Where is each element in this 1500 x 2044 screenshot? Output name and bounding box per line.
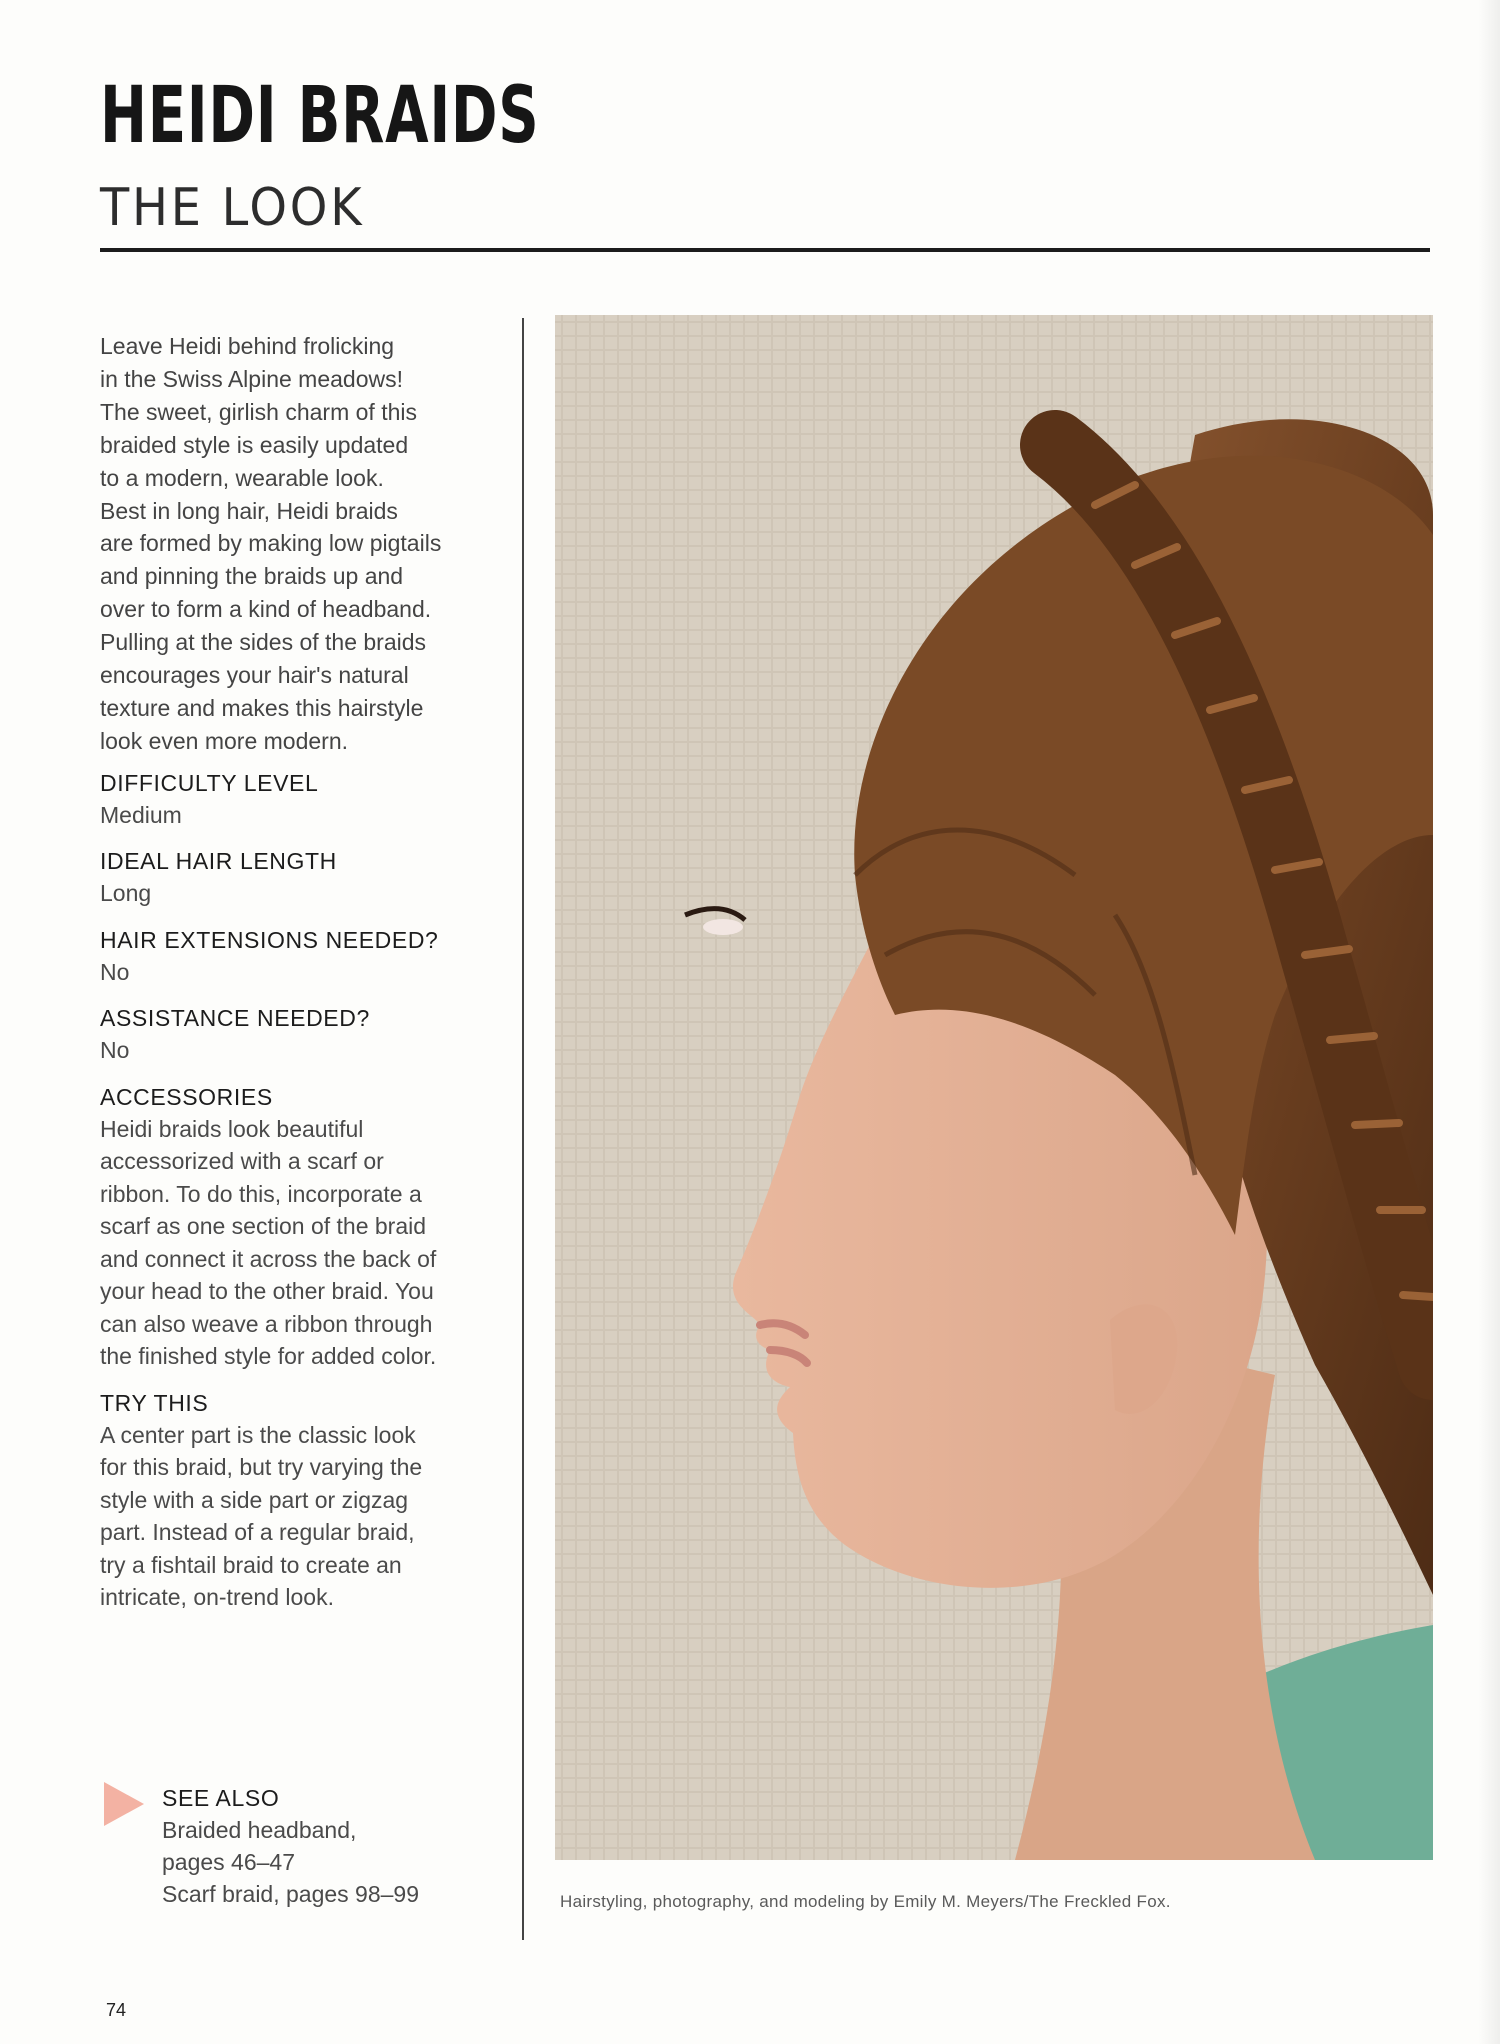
hairstyle-photo [555, 315, 1433, 1860]
header-rule [100, 248, 1430, 252]
spec-value: Heidi braids look beautiful accessorized with a scarf or ribbon. To do this, incorporate a scarf as one section of the braid and connect it across the back of your head to the other braid. You can also weave a ribbon through the finished style for added color. [100, 1115, 437, 1370]
photo-caption: Hairstyling, photography, and modeling by Emily M. Meyers/The Freckled Fox. [560, 1892, 1171, 1911]
spec-label: ACCESSORIES [100, 1083, 273, 1110]
spec-assistance [100, 1002, 510, 1067]
spec-value: No [100, 958, 130, 985]
photo-eye-white [703, 919, 743, 935]
spec-accessories [100, 1081, 510, 1373]
spec-label: TRY THIS [100, 1389, 209, 1416]
spec-label: DIFFICULTY LEVEL [100, 769, 319, 796]
spec-label: ASSISTANCE NEEDED? [100, 1005, 370, 1032]
spec-hair-length [100, 845, 510, 910]
spec-try-this [100, 1387, 510, 1614]
see-also-label: SEE ALSO [162, 1785, 280, 1811]
spec-value: Medium [100, 801, 182, 828]
arrow-right-icon [104, 1782, 144, 1826]
spec-value: A center part is the classic look for this braid, but try varying the style with a side part or zigzag part. Instead of a regular braid, try a fishtail braid to create an intricate, on-trend look. [100, 1421, 423, 1611]
page-title: HEIDI BRAIDS [100, 71, 540, 161]
spec-extensions [100, 924, 510, 989]
spec-value: Long [100, 880, 152, 907]
left-column [100, 330, 510, 1628]
see-also-references[interactable]: Braided headband, pages 46–47 Scarf braid, pages 98–99 [162, 1817, 420, 1907]
page-number: 74 [106, 2000, 127, 2020]
see-also-box [104, 1782, 484, 1910]
spec-value: No [100, 1037, 130, 1064]
page-subtitle: THE LOOK [100, 178, 365, 238]
spec-label: HAIR EXTENSIONS NEEDED? [100, 926, 439, 953]
spec-difficulty [100, 767, 510, 832]
intro-paragraph: Leave Heidi behind frolicking in the Swiss Alpine meadows! The sweet, girlish charm of this braided style is easily updated to a modern, wearable look. Best in long hair, Heidi braids are formed by making low pigtails and pinning the braids up and over to form a kind of headband. Pulling at the sides of the braids encourages your hair's natural texture and makes this hairstyle look even more modern. [100, 333, 442, 754]
spec-label: IDEAL HAIR LENGTH [100, 848, 337, 875]
see-also-body [162, 1782, 484, 1910]
page-edge-shadow [1478, 0, 1500, 2044]
column-divider [522, 318, 524, 1940]
